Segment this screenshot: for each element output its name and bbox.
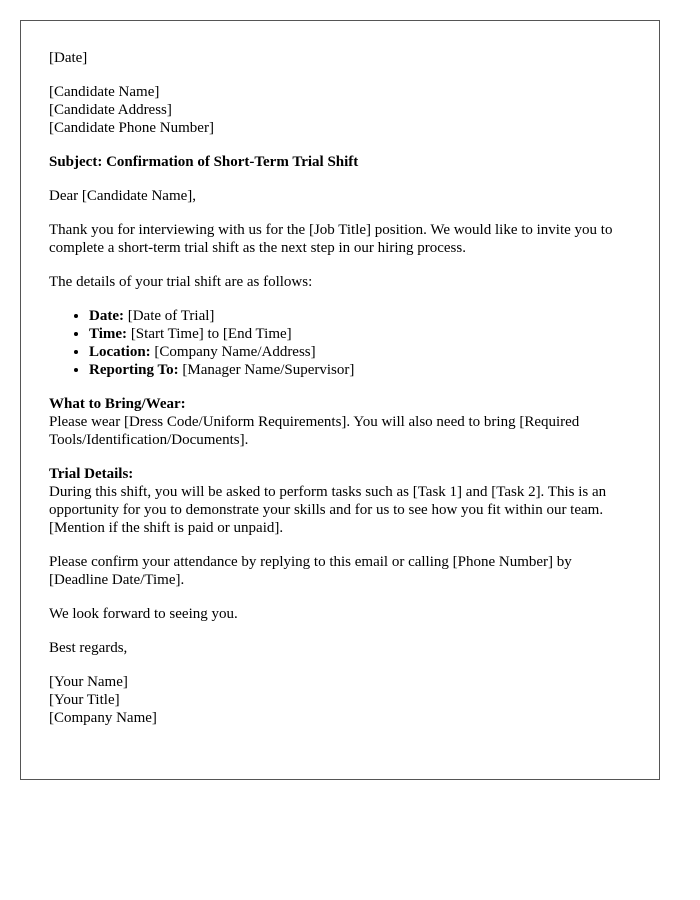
recipient-name: [Candidate Name] bbox=[49, 84, 160, 100]
detail-value: [Company Name/Address] bbox=[154, 344, 316, 360]
detail-value: [Start Time] to [End Time] bbox=[130, 326, 292, 342]
signature-name: [Your Name] bbox=[49, 674, 128, 690]
signature-company: [Company Name] bbox=[49, 710, 157, 726]
list-item-date bbox=[89, 307, 631, 325]
bring-text: Please wear [Dress Code/Uniform Requirements]. You will also need to bring [Required Tools/Identification/Documents]. bbox=[49, 414, 580, 448]
recipient-block bbox=[49, 83, 631, 137]
confirm-paragraph: Please confirm your attendance by replying to this email or calling [Phone Number] by [Deadline Date/Time]. bbox=[49, 554, 572, 588]
date-line: [Date] bbox=[49, 50, 88, 66]
bring-section bbox=[49, 395, 631, 449]
signature-title: [Your Title] bbox=[49, 692, 120, 708]
look-forward-line: We look forward to seeing you. bbox=[49, 606, 238, 622]
bring-title: What to Bring/Wear: bbox=[49, 396, 186, 412]
detail-label: Time: bbox=[89, 326, 128, 342]
list-item-location bbox=[89, 343, 631, 361]
list-item-time bbox=[89, 325, 631, 343]
intro-paragraph: Thank you for interviewing with us for the [Job Title] position. We would like to invite you to complete a short-term trial shift as the next step in our hiring process. bbox=[49, 222, 613, 256]
subject-line: Subject: Confirmation of Short-Term Trial Shift bbox=[49, 154, 359, 170]
detail-label: Date: bbox=[89, 308, 124, 324]
detail-label: Reporting To: bbox=[89, 362, 179, 378]
trial-details-list bbox=[49, 307, 631, 379]
letter-document bbox=[20, 20, 660, 780]
recipient-phone: [Candidate Phone Number] bbox=[49, 120, 214, 136]
details-intro: The details of your trial shift are as follows: bbox=[49, 274, 313, 290]
trial-text: During this shift, you will be asked to perform tasks such as [Task 1] and [Task 2]. This is an opportunity for you to demonstrate your skills and for us to see how you fit within our team. [Mention if the shift is paid or unpaid]. bbox=[49, 484, 607, 536]
detail-value: [Manager Name/Supervisor] bbox=[182, 362, 355, 378]
detail-label: Location: bbox=[89, 344, 151, 360]
detail-value: [Date of Trial] bbox=[127, 308, 215, 324]
recipient-address: [Candidate Address] bbox=[49, 102, 172, 118]
list-item-reporting-to bbox=[89, 361, 631, 379]
closing-line: Best regards, bbox=[49, 640, 128, 656]
trial-title: Trial Details: bbox=[49, 466, 134, 482]
greeting: Dear [Candidate Name], bbox=[49, 188, 197, 204]
trial-section bbox=[49, 465, 631, 537]
signature-block bbox=[49, 673, 631, 727]
